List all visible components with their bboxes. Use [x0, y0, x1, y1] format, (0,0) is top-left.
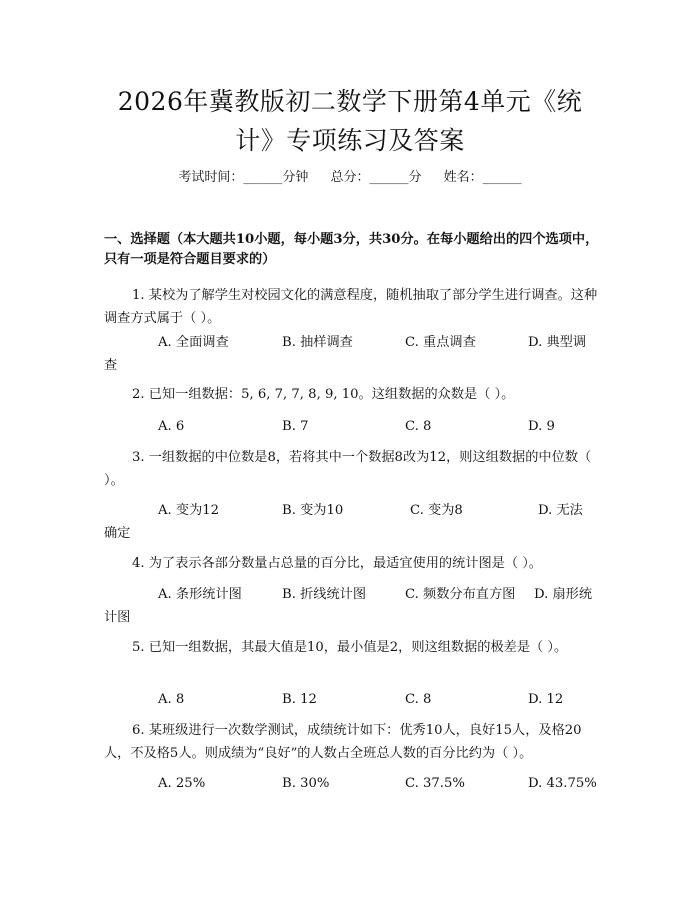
option-b: B. 7 — [282, 419, 309, 434]
option-a: A. 变为12 — [158, 503, 220, 518]
option-a: A. 6 — [158, 419, 185, 434]
exam-time: 考试时间：______分钟 — [178, 170, 309, 185]
question-3: 3. 一组数据的中位数是8，若将其中一个数据8改为12，则这组数据的中位数（ ）。 — [104, 450, 592, 488]
option-c: C. 变为8 — [410, 503, 463, 518]
option-d: D. 9 — [528, 419, 555, 434]
option-c: C. 37.5% — [405, 776, 465, 791]
exam-score: 总分：______分 — [330, 170, 422, 185]
option-d: D. 典型调 — [528, 335, 587, 350]
question-6: 6. 某班级进行一次数学测试，成绩统计如下：优秀10人，良好15人，及格20人，不及格5人。则成绩为“良好”的人数占全班总人数的百分比约为（ ）。 — [104, 723, 582, 761]
exam-meta — [0, 169, 700, 187]
question-4: 4. 为了表示各部分数量占总量的百分比，最适宜使用的统计图是（ ）。 — [132, 556, 542, 571]
title-line-2: 计》专项练习及答案 — [235, 126, 465, 155]
option-a: A. 25% — [158, 776, 206, 791]
section-heading: 一、选择题（本大题共10小题，每小题3分，共30分。在每小题给出的四个选项中，只有一项是符合题目要求的） — [104, 232, 599, 267]
option-c: C. 8 — [405, 419, 432, 434]
question-1-option-wrap: 查 — [104, 358, 118, 373]
option-d: D. 扇形统 — [534, 587, 593, 602]
option-c: C. 频数分布直方图 — [405, 587, 516, 602]
option-b: B. 12 — [282, 692, 317, 707]
option-c: C. 8 — [405, 692, 432, 707]
option-a: A. 条形统计图 — [158, 587, 242, 602]
page-title — [60, 82, 640, 160]
option-c: C. 重点调查 — [405, 335, 476, 350]
exam-name: 姓名：______ — [443, 170, 522, 185]
option-a: A. 8 — [158, 692, 185, 707]
option-d: D. 12 — [528, 692, 564, 707]
option-b: B. 变为10 — [282, 503, 344, 518]
question-5: 5. 已知一组数据，其最大值是10，最小值是2，则这组数据的极差是（ ）。 — [132, 640, 568, 655]
option-b: B. 折线统计图 — [282, 587, 367, 602]
question-2: 2. 已知一组数据：5, 6, 7, 7, 8, 9, 10。这组数据的众数是（ ）。 — [132, 387, 515, 402]
title-line-1: 2026年冀教版初二数学下册第4单元《统 — [117, 87, 583, 116]
option-d: D. 43.75% — [528, 776, 597, 791]
option-a: A. 全面调查 — [158, 335, 229, 350]
option-b: B. 抽样调查 — [282, 335, 353, 350]
question-4-option-wrap: 计图 — [104, 610, 131, 625]
question-3-option-wrap: 确定 — [104, 526, 131, 541]
question-1: 1. 某校为了解学生对校园文化的满意程度，随机抽取了部分学生进行调查。这种调查方式属于（ ）。 — [104, 288, 598, 326]
option-d: D. 无法 — [538, 503, 583, 518]
option-b: B. 30% — [282, 776, 330, 791]
